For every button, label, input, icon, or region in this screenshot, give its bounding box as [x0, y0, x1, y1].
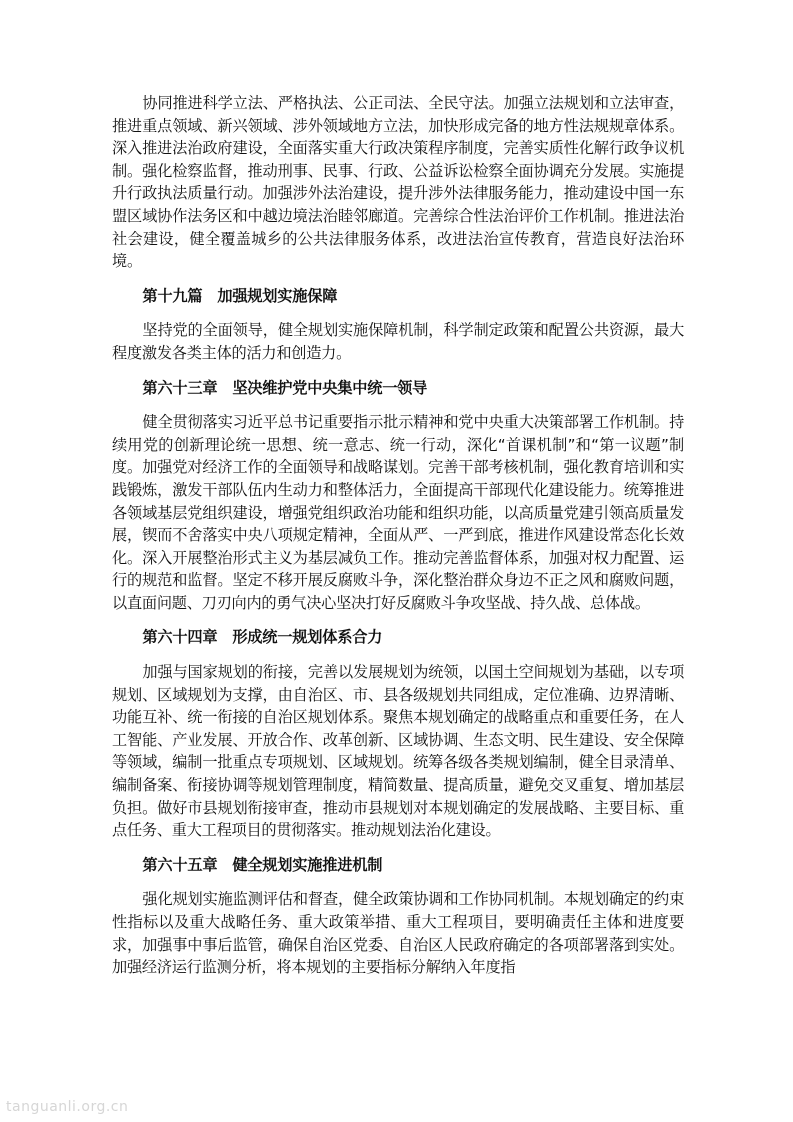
spacer	[112, 614, 684, 626]
body-paragraph-chapter-63: 健全贯彻落实习近平总书记重要指示批示精神和党中央重大决策部署工作机制。持续用党的创新理论统一思想、统一意志、统一行动，深化“首课机制”和“第一议题”制度。加强党对经济工作的全面领导和战略谋划。完善干部考核机制，强化教育培训和实践锻炼，激发干部队伍内生动力和整体活力，全面提高干部现代化建设能力。统筹推进各领域基层党组织建设，增强党组织政治功能和组织功能，以高质量党建引领高质量发展，锲而不舍落实中央八项规定精神，全面从严、一严到底，推进作风建设常态化长效化。深入开展整治形式主义为基层减负工作。推动完善监督体系，加强对权力配置、运行的规范和监督。坚定不移开展反腐败斗争，深化整治群众身边不正之风和腐败问题，以直面问题、刀刃向内的勇气决心坚决打好反腐败斗争攻坚战、持久战、总体战。	[112, 413, 684, 612]
chapter-heading-65: 第六十五章 健全规划实施推进机制	[142, 855, 383, 874]
spacer	[112, 307, 684, 319]
spacer	[112, 365, 684, 377]
spacer	[112, 273, 684, 285]
body-paragraph-chapter-65: 强化规划实施监测评估和督查，健全政策协调和工作协同机制。本规划确定的约束性指标以及重大战略任务、重大政策举措、重大工程项目，要明确责任主体和进度要求，加强事中事后监管，确保自治区党委、自治区人民政府确定的各项部署落到实处。加强经济运行监测分析，将本规划的主要指标分解纳入年度指	[112, 890, 684, 977]
chapter-heading-64: 第六十四章 形成统一规划体系合力	[142, 628, 383, 647]
body-paragraph-chapter-64: 加强与国家规划的衔接，完善以发展规划为统领，以国土空间规划为基础，以专项规划、区域规划为支撑，由自治区、市、县各级规划共同组成，定位准确、边界清晰、功能互补、统一衔接的自治区规划体系。聚焦本规划确定的战略重点和重要任务，在人工智能、产业发展、开放合作、改革创新、区域协调、生态文明、民生建设、安全保障等领域，编制一批重点专项规划、区域规划。统筹各级各类规划编制，健全目录清单、编制备案、衔接协调等规划管理制度，精简数量、提高质量，避免交叉重复、增加基层负担。做好市县规划衔接审查，推动市县规划对本规划确定的发展战略、主要目标、重点任务、重大工程项目的贯彻落实。推动规划法治化建设。	[112, 663, 684, 840]
chapter-heading-63: 第六十三章 坚决维护党中央集中统一领导	[142, 378, 428, 397]
spacer	[112, 876, 684, 888]
spacer	[112, 842, 684, 854]
document-page	[112, 92, 684, 979]
body-paragraph-part-19-intro: 坚持党的全面领导，健全规划实施保障机制，科学制定政策和配置公共资源，最大程度激发各类主体的活力和创造力。	[112, 321, 684, 362]
spacer	[112, 399, 684, 411]
site-watermark: tanguanli.org.cn	[6, 1099, 129, 1115]
body-paragraph-rule-of-law: 协同推进科学立法、严格执法、公正司法、全民守法。加强立法规划和立法审查，推进重点领域、新兴领域、涉外领域地方立法，加快形成完备的地方性法规规章体系。深入推进法治政府建设，全面落实重大行政决策程序制度，完善实质性化解行政争议机制。强化检察监督，推动刑事、民事、行政、公益诉讼检察全面协调充分发展。实施提升行政执法质量行动。加强涉外法治建设，提升涉外法律服务能力，推动建设中国一东盟区域协作法务区和中越边境法治睦邻廊道。完善综合性法治评价工作机制。推进法治社会建设，健全覆盖城乡的公共法律服务体系，改进法治宣传教育，营造良好法治环境。	[112, 94, 684, 271]
spacer	[112, 649, 684, 661]
part-heading-19: 第十九篇 加强规划实施保障	[142, 286, 338, 305]
